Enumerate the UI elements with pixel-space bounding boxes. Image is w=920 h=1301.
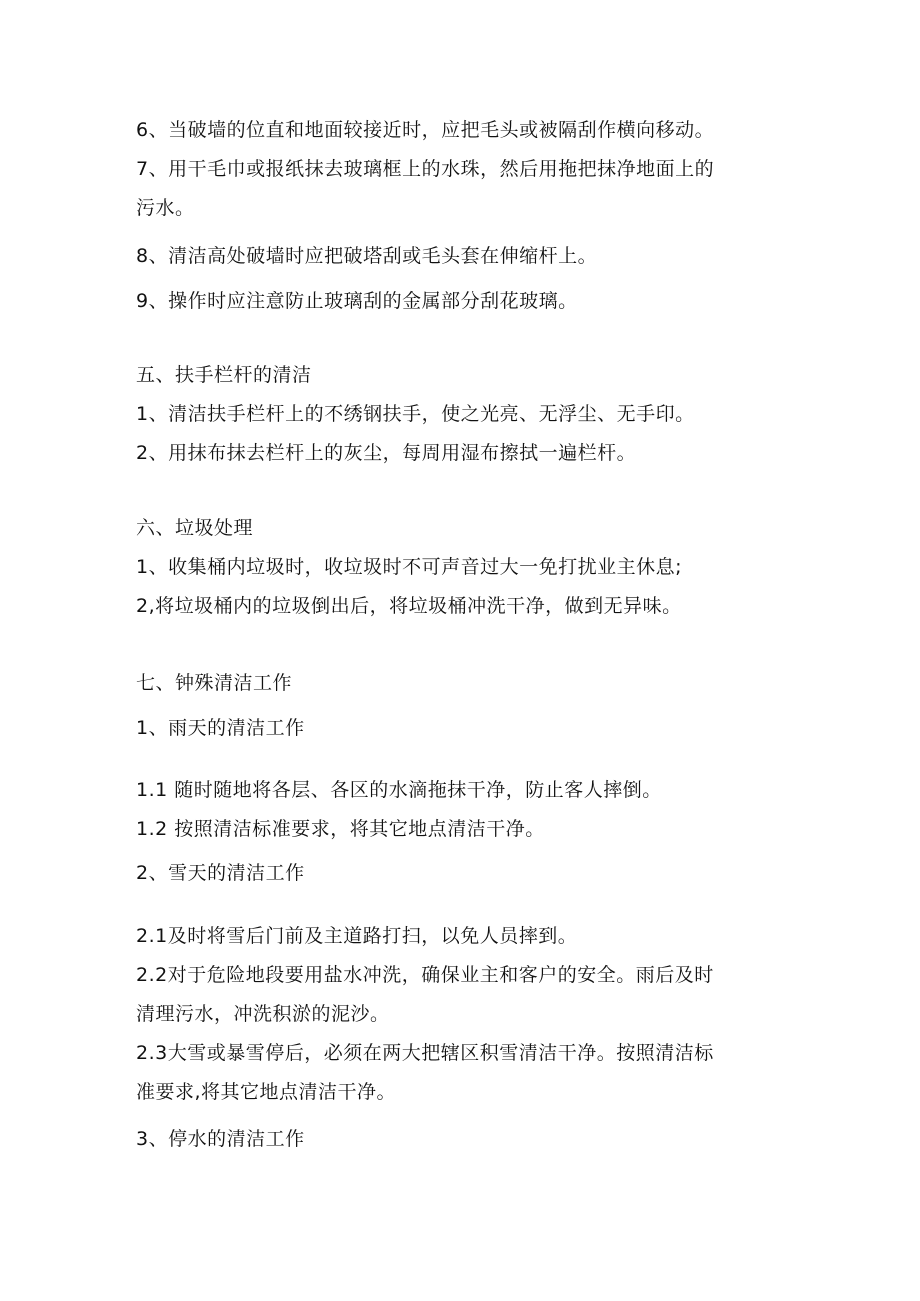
text-line: 准要求,将其它地点清洁干净。	[136, 1081, 397, 1103]
text-line: 2.2对于危险地段要用盐水冲洗，确保业主和客户的安全。雨后及时	[136, 964, 714, 986]
text-line: 1.2 按照清洁标准要求，将其它地点清洁干净。	[136, 818, 545, 840]
text-line: 8、清洁高处破墙时应把破塔刮或毛头套在伸缩杆上。	[136, 245, 598, 267]
section-heading: 五、扶手栏杆的清洁	[136, 364, 312, 386]
subsection-heading: 2、雪天的清洁工作	[136, 862, 305, 884]
section-heading: 七、钟殊清洁工作	[136, 672, 293, 694]
text-line: 1、收集桶内垃圾时，收垃圾时不可声音过大一免打扰业主休息;	[136, 556, 682, 578]
text-line: 2.1及时将雪后门前及主道路打扫，以免人员摔到。	[136, 925, 578, 947]
subsection-heading: 3、停水的清洁工作	[136, 1128, 305, 1150]
text-line: 1.1 随时随地将各层、各区的水滴拖抹干净，防止客人摔倒。	[136, 779, 662, 801]
text-line: 污水。	[136, 197, 195, 219]
text-line: 2,将垃圾桶内的垃圾倒出后，将垃圾桶冲洗干净，做到无异味。	[136, 595, 682, 617]
section-heading: 六、垃圾处理	[136, 517, 254, 539]
text-line: 1、清洁扶手栏杆上的不绣钢扶手，使之光亮、无浮尘、无手印。	[136, 403, 695, 425]
text-line: 2、用抹布抹去栏杆上的灰尘，每周用湿布擦拭一遍栏杆。	[136, 442, 637, 464]
text-line: 9、操作时应注意防止玻璃刮的金属部分刮花玻璃。	[136, 290, 578, 312]
text-line: 清理污水，冲洗积淤的泥沙。	[136, 1003, 390, 1025]
subsection-heading: 1、雨天的清洁工作	[136, 717, 305, 739]
text-line: 2.3大雪或暴雪停后，必须在两大把辖区积雪清洁干净。按照清洁标	[136, 1042, 714, 1064]
text-line: 6、当破墙的位直和地面较接近时，应把毛头或被隔刮作横向移动。	[136, 119, 715, 141]
text-line: 7、用干毛巾或报纸抹去玻璃框上的水珠，然后用拖把抹净地面上的	[136, 158, 715, 180]
